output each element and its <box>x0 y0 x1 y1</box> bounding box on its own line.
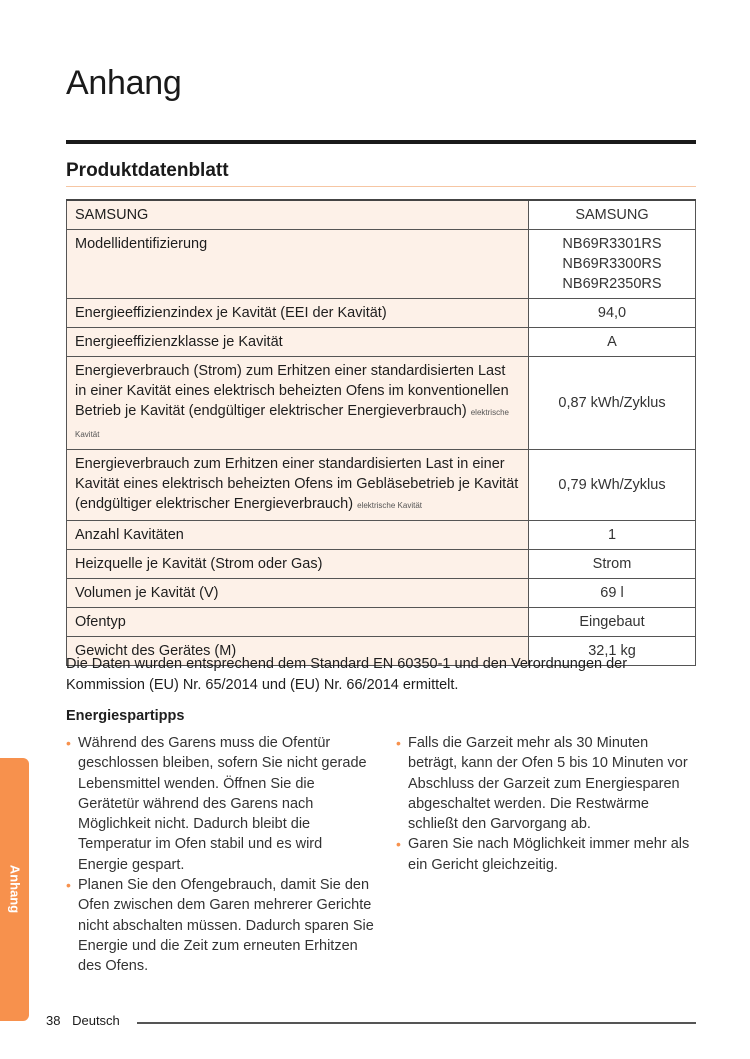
row-label: SAMSUNG <box>67 200 529 230</box>
list-item <box>66 875 376 976</box>
row-value: 0,79 kWh/Zyklus <box>529 450 696 521</box>
row-value: Strom <box>529 550 696 579</box>
table-row <box>67 299 696 328</box>
tip-text: Planen Sie den Ofengebrauch, damit Sie den Ofen zwischen dem Garen mehrerer Gerichte nicht abschalten müssen. Dadurch sparen Sie Energie und die Zeit zum erneuten Erhitzen des Ofens. <box>78 877 374 975</box>
table-row <box>67 608 696 637</box>
row-value <box>529 230 696 299</box>
row-value: 32,1 kg <box>529 637 696 666</box>
product-datasheet-table <box>66 199 696 666</box>
row-value: SAMSUNG <box>529 200 696 230</box>
row-label: Ofentyp <box>67 608 529 637</box>
row-label-subscript: elektrische Kavität <box>357 501 423 510</box>
row-label: Energieeffizienzindex je Kavität (EEI der Kavität) <box>67 299 529 328</box>
row-value: 94,0 <box>529 299 696 328</box>
tip-text: Garen Sie nach Möglichkeit immer mehr als ein Gericht gleichzeitig. <box>408 836 690 873</box>
model-number: NB69R2350RS <box>562 276 662 292</box>
row-label: Heizquelle je Kavität (Strom oder Gas) <box>67 550 529 579</box>
row-value: 0,87 kWh/Zyklus <box>529 357 696 450</box>
row-label <box>67 450 529 521</box>
row-label: Energieeffizienzklasse je Kavität <box>67 328 529 357</box>
row-label <box>67 357 529 450</box>
standards-note: Die Daten wurden entsprechend dem Standard EN 60350-1 und den Verordnungen der Kommission (EU) Nr. 65/2014 und (EU) Nr. 66/2014 ermittelt. <box>66 656 628 693</box>
footer-language: Deutsch <box>72 1013 120 1028</box>
row-label-text: Energieverbrauch (Strom) zum Erhitzen einer standardisierten Last in einer Kavität eines elektrisch beheizten Ofens im konventionellen Betrieb je Kavität (endgültiger elektrischer Energieverbrauch) <box>75 363 509 419</box>
page-title: Anhang <box>66 64 182 102</box>
row-label: Modellidentifizierung <box>67 230 529 299</box>
footer-divider <box>137 1022 696 1024</box>
row-value: 69 l <box>529 579 696 608</box>
chapter-side-tab-label: Anhang <box>7 864 23 914</box>
table-row <box>67 200 696 230</box>
list-item <box>396 733 696 834</box>
model-number: NB69R3301RS <box>562 236 662 252</box>
tips-heading: Energiespartipps <box>66 708 185 724</box>
model-number: NB69R3300RS <box>562 256 662 272</box>
section-title: Produktdatenblatt <box>66 160 229 181</box>
row-label-subscript: elektrische Kavität <box>75 408 509 439</box>
page-footer <box>46 1013 120 1028</box>
table-row <box>67 230 696 299</box>
row-label: Gewicht des Gerätes (M) <box>67 637 529 666</box>
title-divider <box>66 140 696 144</box>
page-number: 38 <box>46 1013 61 1028</box>
bullet-icon: • <box>396 836 401 853</box>
row-label: Anzahl Kavitäten <box>67 521 529 550</box>
tips-list-left <box>66 733 376 977</box>
bullet-icon: • <box>396 735 401 751</box>
row-label: Volumen je Kavität (V) <box>67 579 529 608</box>
tip-text: Während des Garens muss die Ofentür geschlossen bleiben, sofern Sie nicht gerade Lebensmittel wenden. Öffnen Sie die Gerätetür während des Garens nach Möglichkeit nicht. Dadurch bleibt die Temperatur im Ofen stabil und es wird Energie gespart. <box>78 735 367 873</box>
table-row <box>67 328 696 357</box>
row-label-text: Energieverbrauch zum Erhitzen einer standardisierten Last in einer Kavität eines elektrisch beheizten Ofens im Gebläsebetrieb je Kavität (endgültiger elektrischer Energieverbrauch) <box>75 456 519 512</box>
tip-text: Falls die Garzeit mehr als 30 Minuten beträgt, kann der Ofen 5 bis 10 Minuten vor Abschluss der Garzeit zum Energiesparen abgeschaltet werden. Die Restwärme schließt den Garvorgang ab. <box>408 735 688 833</box>
bullet-icon: • <box>66 877 71 894</box>
section-divider <box>66 186 696 187</box>
bullet-icon: • <box>66 735 71 751</box>
row-value: Eingebaut <box>529 608 696 637</box>
row-value: A <box>529 328 696 357</box>
table-row <box>67 579 696 608</box>
table-row <box>67 450 696 521</box>
table-row <box>67 521 696 550</box>
table-row <box>67 357 696 450</box>
list-item <box>396 834 696 875</box>
tips-list-right <box>396 733 696 875</box>
table-row <box>67 550 696 579</box>
list-item <box>66 733 376 875</box>
row-value: 1 <box>529 521 696 550</box>
